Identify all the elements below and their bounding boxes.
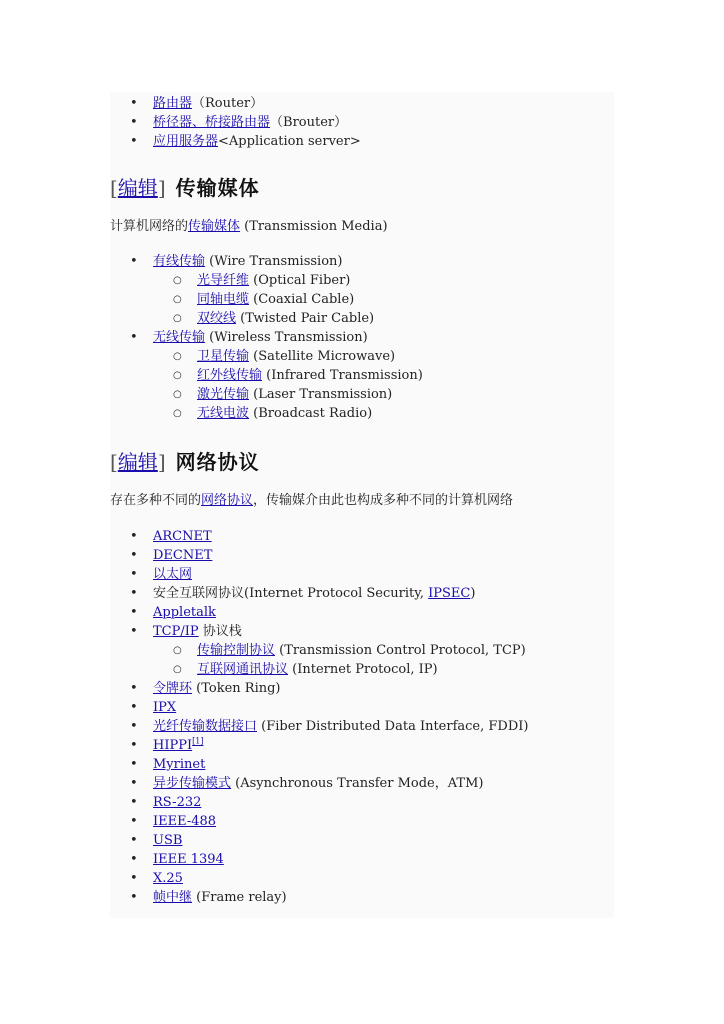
list-item	[110, 603, 614, 622]
usb-link[interactable]: USB	[153, 833, 183, 848]
sub-list-item	[110, 271, 614, 290]
edit-link[interactable]: 编辑	[117, 450, 158, 474]
list-item	[110, 774, 614, 793]
application-server-link[interactable]: 应用服务器	[153, 134, 219, 149]
list-item	[110, 869, 614, 888]
list-item-text: 协议栈	[198, 624, 242, 639]
list-item-text: (Token Ring)	[192, 681, 281, 696]
list-item-text: (Wire Transmission)	[205, 254, 343, 269]
sub-list-item	[110, 347, 614, 366]
bracket-close: ]	[157, 176, 166, 200]
tcpip-link[interactable]: TCP/IP	[153, 624, 199, 639]
list-item-text: (Satellite Microwave)	[249, 349, 396, 364]
list-item-text: （Brouter）	[270, 115, 348, 130]
transmission-media-link[interactable]: 传输媒体	[188, 219, 241, 234]
list-item-text: (Infrared Transmission)	[262, 368, 423, 383]
list-item-text: (Twisted Pair Cable)	[236, 311, 375, 326]
sub-list-item	[110, 366, 614, 385]
reference-link[interactable]: [1]	[192, 736, 204, 746]
sub-list-item	[110, 660, 614, 679]
ip-link[interactable]: 互联网通讯协议	[197, 662, 289, 677]
intro-text: ，传输媒介由此也构成多种不同的计算机网络	[253, 493, 514, 508]
ethernet-link[interactable]: 以太网	[153, 567, 193, 582]
list-item	[110, 328, 614, 347]
coaxial-cable-link[interactable]: 同轴电缆	[197, 292, 250, 307]
list-item	[110, 546, 614, 565]
appletalk-link[interactable]: Appletalk	[153, 605, 216, 620]
sub-list-item	[110, 385, 614, 404]
hippi-link[interactable]: HIPPI	[153, 738, 193, 753]
x25-link[interactable]: X.25	[153, 871, 183, 886]
list-item	[110, 850, 614, 869]
list-item	[110, 565, 614, 584]
sub-list-item	[110, 309, 614, 328]
sub-list-item	[110, 290, 614, 309]
sub-list-item	[110, 641, 614, 660]
atm-link[interactable]: 异步传输模式	[153, 776, 232, 791]
list-item-text: （Router）	[192, 96, 264, 111]
wireless-transmission-link[interactable]: 无线传输	[153, 330, 206, 345]
list-item	[110, 132, 614, 151]
list-item-text: )	[470, 586, 476, 601]
section-heading-network-protocols	[110, 446, 614, 478]
list-item-text: (Frame relay)	[192, 890, 287, 905]
list-item	[110, 755, 614, 774]
infrared-link[interactable]: 红外线传输	[197, 368, 263, 383]
rs232-link[interactable]: RS-232	[153, 795, 202, 810]
list-item	[110, 584, 614, 603]
protocol-list	[110, 527, 614, 907]
section-heading-transmission-media	[110, 172, 614, 204]
fddi-link[interactable]: 光纤传输数据接口	[153, 719, 258, 734]
twisted-pair-link[interactable]: 双绞线	[197, 311, 237, 326]
list-item	[110, 698, 614, 717]
myrinet-link[interactable]: Myrinet	[153, 757, 206, 772]
list-item	[110, 717, 614, 736]
token-ring-link[interactable]: 令牌环	[153, 681, 193, 696]
list-item-text: (Wireless Transmission)	[205, 330, 368, 345]
wire-transmission-link[interactable]: 有线传输	[153, 254, 206, 269]
list-item	[110, 812, 614, 831]
section-title: 传输媒体	[175, 176, 260, 200]
arcnet-link[interactable]: ARCNET	[153, 529, 212, 544]
section-intro	[110, 217, 614, 236]
list-item	[110, 622, 614, 641]
list-item-text: (Coaxial Cable)	[249, 292, 355, 307]
list-item	[110, 113, 614, 132]
list-item	[110, 831, 614, 850]
list-item	[110, 793, 614, 812]
network-protocol-link[interactable]: 网络协议	[201, 493, 254, 508]
optical-fiber-link[interactable]: 光导纤维	[197, 273, 250, 288]
decnet-link[interactable]: DECNET	[153, 548, 213, 563]
ieee488-link[interactable]: IEEE-488	[153, 814, 217, 829]
list-item-text: (Internet Protocol, IP)	[288, 662, 438, 677]
list-item-text: (Fiber Distributed Data Interface, FDDI)	[257, 719, 529, 734]
broadcast-radio-link[interactable]: 无线电波	[197, 406, 250, 421]
satellite-link[interactable]: 卫星传输	[197, 349, 250, 364]
list-item	[110, 888, 614, 907]
device-list	[110, 94, 614, 151]
list-item	[110, 252, 614, 271]
intro-text: 存在多种不同的	[110, 493, 202, 508]
list-item-text: (Asynchronous Transfer Mode，ATM)	[231, 776, 484, 791]
section-intro	[110, 491, 614, 510]
list-item	[110, 679, 614, 698]
list-item-text: 安全互联网协议(Internet Protocol Security,	[153, 586, 429, 601]
list-item-text: (Transmission Control Protocol, TCP)	[275, 643, 526, 658]
laser-link[interactable]: 激光传输	[197, 387, 250, 402]
ipx-link[interactable]: IPX	[153, 700, 177, 715]
list-item-text: (Broadcast Radio)	[249, 406, 373, 421]
section-title: 网络协议	[175, 450, 260, 474]
bracket-close: ]	[157, 450, 166, 474]
bracket-open: [	[110, 450, 118, 474]
tcp-link[interactable]: 传输控制协议	[197, 643, 276, 658]
sub-list-item	[110, 404, 614, 423]
document-page	[110, 92, 614, 918]
list-item-text: (Optical Fiber)	[249, 273, 351, 288]
transmission-list	[110, 252, 614, 423]
brouter-link[interactable]: 桥径器、桥接路由器	[153, 115, 271, 130]
router-link[interactable]: 路由器	[153, 96, 193, 111]
list-item	[110, 736, 614, 755]
edit-link[interactable]: 编辑	[117, 176, 158, 200]
list-item-text: <Application server>	[218, 134, 361, 149]
frame-relay-link[interactable]: 帧中继	[153, 890, 193, 905]
ieee1394-link[interactable]: IEEE 1394	[153, 852, 224, 867]
ipsec-link[interactable]: IPSEC	[428, 586, 471, 601]
list-item	[110, 527, 614, 546]
list-item	[110, 94, 614, 113]
intro-text: 计算机网络的	[110, 219, 189, 234]
intro-text: (Transmission Media)	[240, 219, 388, 234]
bracket-open: [	[110, 176, 118, 200]
list-item-text: (Laser Transmission)	[249, 387, 393, 402]
